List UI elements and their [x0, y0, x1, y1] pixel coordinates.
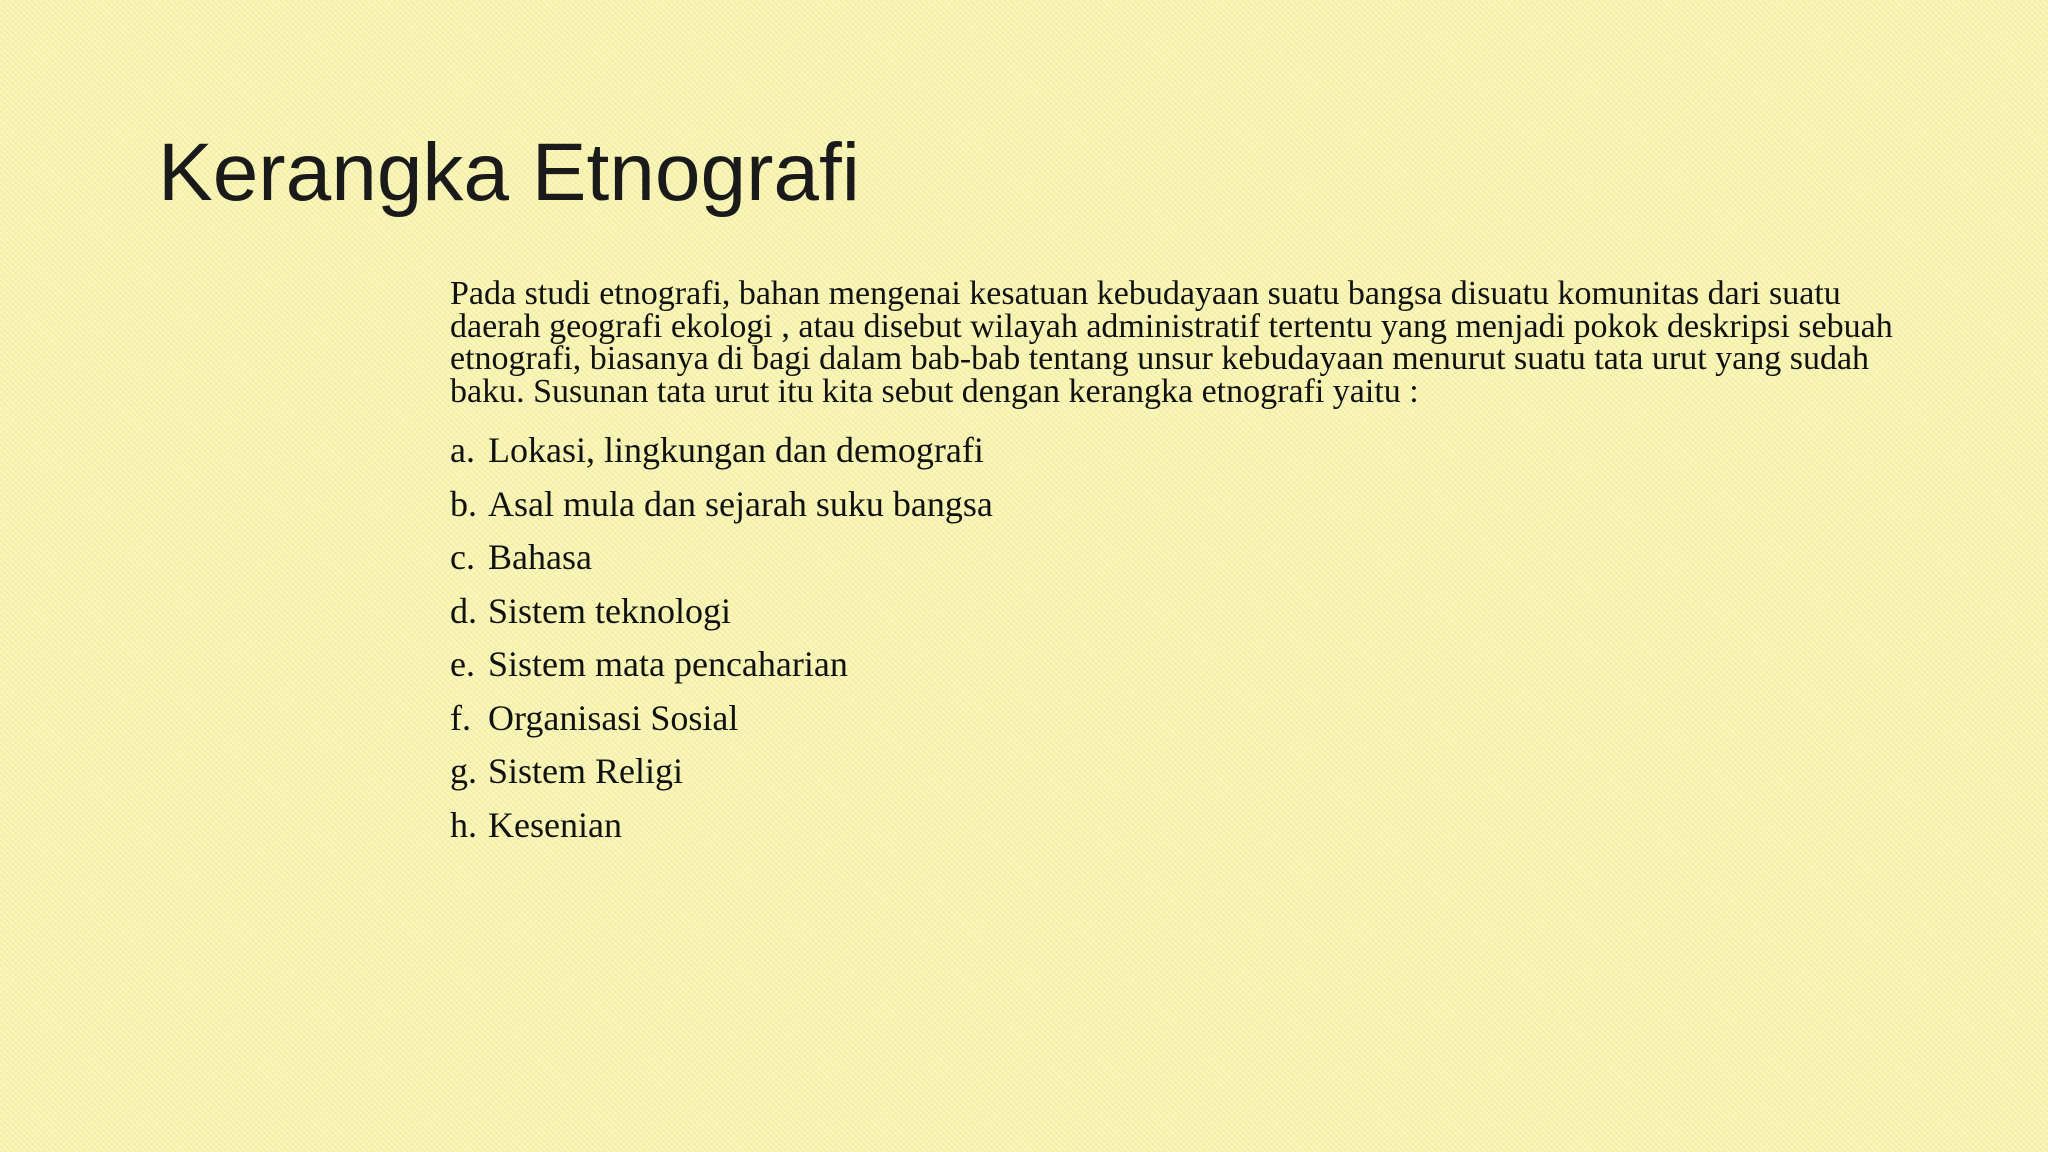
list-item — [450, 638, 1900, 692]
list-item-text: Lokasi, lingkungan dan demografi — [488, 430, 984, 470]
list-marker: d. — [450, 590, 477, 631]
list-item — [450, 531, 1900, 585]
list-item — [450, 424, 1900, 478]
list-marker: g. — [450, 751, 477, 791]
list-item-text: Organisasi Sosial — [488, 697, 739, 738]
list-item-text: Sistem mata pencaharian — [488, 644, 848, 684]
list-item — [450, 478, 1900, 532]
list-item-text: Sistem teknologi — [488, 590, 731, 631]
slide-title: Kerangka Etnografi — [158, 127, 861, 218]
ethnography-framework-list — [450, 424, 1900, 852]
list-marker: f. — [450, 697, 471, 738]
list-marker: h. — [450, 804, 477, 845]
list-item — [450, 745, 1900, 799]
list-item — [450, 799, 1900, 853]
list-item-text: Sistem Religi — [488, 751, 684, 791]
list-item-text: Asal mula dan sejarah suku bangsa — [488, 483, 993, 524]
list-item-text: Bahasa — [488, 537, 592, 577]
list-marker: e. — [450, 644, 475, 684]
list-item-text: Kesenian — [488, 804, 622, 845]
list-marker: b. — [450, 483, 477, 524]
list-marker: c. — [450, 537, 475, 577]
intro-paragraph: Pada studi etnografi, bahan mengenai kesatuan kebudayaan suatu bangsa disuatu komunitas dari suatu daerah geografi ekologi , atau disebut wilayah administratif tertentu yang menjadi pokok deskripsi sebuah etnografi, biasanya di bagi dalam bab-bab tentang unsur kebudayaan menurut suatu tata urut yang sudah baku. Susunan tata urut itu kita sebut dengan kerangka etnografi yaitu : — [450, 275, 1893, 410]
list-item — [450, 692, 1900, 746]
list-item — [450, 585, 1900, 639]
slide-content — [450, 275, 1900, 852]
list-marker: a. — [450, 430, 475, 470]
